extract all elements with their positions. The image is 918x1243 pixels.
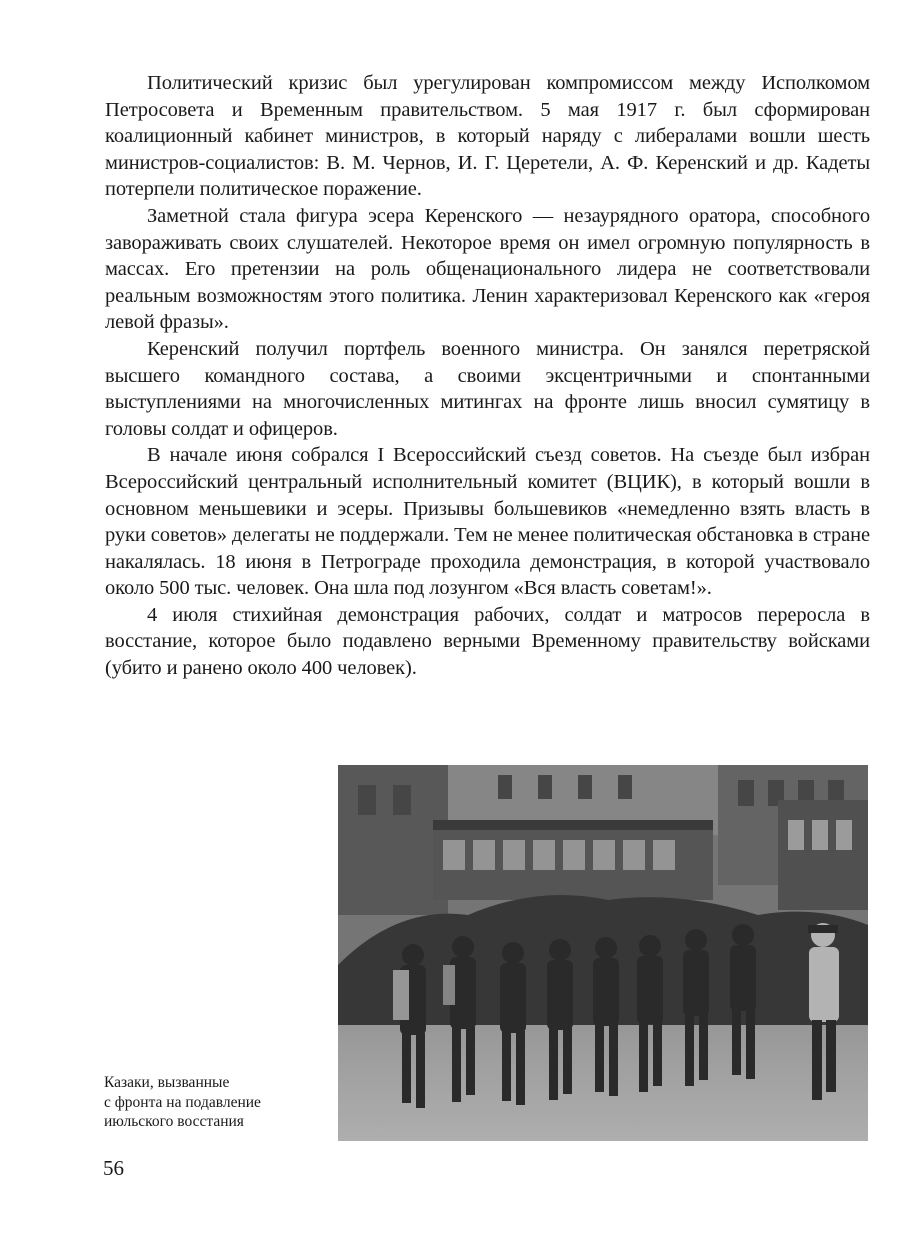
photo-caption	[104, 1073, 329, 1132]
paragraph: Керенский получил портфель военного министра. Он занялся перетряской высшего командного состава, а своими эксцентричными и спонтанными выступлениями на многочисленных митингах на фронте лишь вносил сумятицу в головы солдат и офицеров.	[105, 337, 870, 440]
page-number: 56	[103, 1156, 124, 1180]
photo-illustration	[338, 765, 868, 1141]
paragraph: 4 июля стихийная демонстрация рабочих, солдат и матросов переросла в восстание, которое было подавлено верными Временному правительству войсками (убито и ранено около 400 человек).	[105, 603, 870, 680]
body-text	[105, 70, 870, 682]
paragraph: В начале июня собрался I Всероссийский съезд советов. На съезде был избран Всероссийский центральный исполнительный комитет (ВЦИК), в который вошли в основном меньшевики и эсеры. Призывы большевиков «немедленно взять власть в руки советов» делегаты не поддержали. Тем не менее политическая обстановка в стране накалялась. 18 июня в Петрограде проходила демонстрация, в которой участвовало около 500 тыс. человек. Она шла под лозунгом «Вся власть советам!».	[105, 444, 870, 600]
caption-line: с фронта на подавление	[104, 1093, 261, 1111]
caption-line: июльского восстания	[104, 1113, 244, 1130]
caption-line: Казаки, вызванные	[104, 1074, 230, 1091]
historical-photo	[338, 765, 868, 1141]
paragraph: Заметной стала фигура эсера Керенского — незаурядного оратора, способного завораживать своих слушателей. Некоторое время он имел огромную популярность в массах. Его претензии на роль общенационального лидера не соответствовали реальным возможностям этого политика. Ленин характеризовал Керенского как «героя левой фразы».	[105, 204, 870, 334]
paragraph: Политический кризис был урегулирован компромиссом между Исполкомом Петросовета и Временным правительством. 5 мая 1917 г. был сформирован коалиционный кабинет министров, в который наряду с либералами вошли шесть министров-социалистов: В. М. Чернов, И. Г. Церетели, А. Ф. Керенский и др. Кадеты потерпели политическое поражение.	[105, 72, 870, 201]
